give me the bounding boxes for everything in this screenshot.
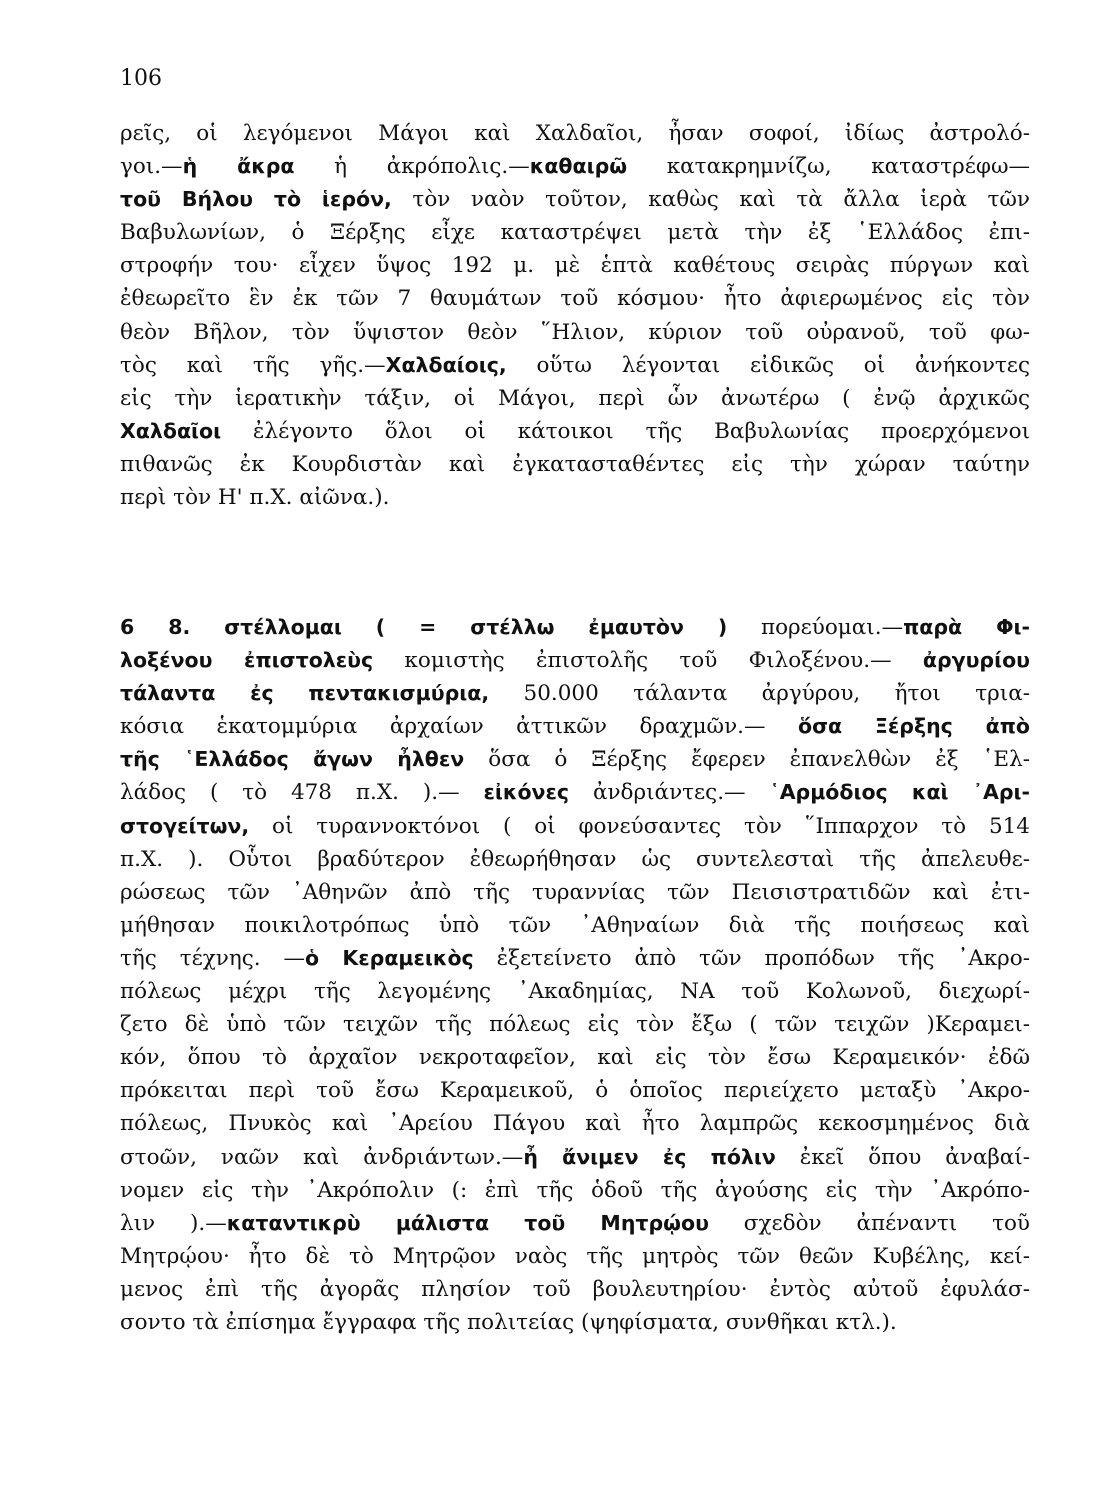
text-segment: εἰς τὴν ἱερατικὴν τάξιν, οἱ Μάγοι, περὶ ὧν ἀνωτέρω ( ἐνῷ ἀρχικῶς [120,385,1030,411]
text-line [120,710,1030,743]
text-line [120,810,1030,843]
bold-term: τοῦ Βήλου τὸ ἱερόν, [120,187,392,212]
text-line [120,644,1030,677]
text-line [120,1207,1030,1240]
text-segment: τὸν ναὸν τοῦτον, καθὼς καὶ τὰ ἄλλα ἱερὰ τῶν [391,187,1030,213]
text-segment: στροφήν του· εἶχεν ὕψος 192 μ. μὲ ἑπτὰ καθέτους σειρὰς πύργων καὶ [120,253,1030,279]
text-segment: κατακρημνίζω, καταστρέφω— [627,154,1030,180]
text-segment: Μητρῴου· ἦτο δὲ τὸ Μητρῷον ναὸς τῆς μητρὸς τῶν θεῶν Κυβέλης, κεί- [120,1243,1030,1269]
bold-term: στογείτων, [120,813,250,838]
text-segment: κόσια ἑκατομμύρια ἀρχαίων ἀττικῶν δραχμῶν.— [120,714,798,740]
text-line [120,1141,1030,1174]
bold-term: τῆς ῾Ελλάδος ἄγων ἦλθεν [120,747,465,772]
text-line [120,1107,1030,1140]
text-segment: οὕτω λέγονται εἰδικῶς οἱ ἀνήκοντες [506,352,1030,378]
text-line [120,249,1030,282]
text-line [120,909,1030,942]
bold-term: ἡ ἄκρα [182,154,295,179]
text-line [120,481,1030,514]
text-segment: στοῶν, ναῶν καὶ ἀνδριάντων.— [120,1144,524,1170]
text-segment: πορεύομαι.— [727,615,904,640]
text-line [120,677,1030,710]
text-segment: νομεν εἰς τὴν ᾿Ακρόπολιν (: ἐπὶ τῆς ὁδοῦ τῆς ἀγούσης εἰς τὴν ᾿Ακρόπο- [120,1177,1030,1203]
text-line [120,1174,1030,1207]
bold-term: ἦ ἄνιμεν ἐς πόλιν [523,1144,776,1169]
text-segment: ἐλέγοντο ὅλοι οἱ κάτοικοι τῆς Βαβυλωνίας προερχόμενοι [221,418,1030,444]
text-line [120,942,1030,975]
text-segment: σχεδὸν ἀπέναντι τοῦ [708,1210,1030,1236]
text-line [120,183,1030,216]
bold-term: λοξένου ἐπιστολεὺς [120,648,374,673]
text-segment: ζετο δὲ ὑπὸ τῶν τειχῶν τῆς πόλεως εἰς τὸν ἔξω ( τῶν τειχῶν )Κεραμει- [120,1012,1030,1038]
text-line [120,876,1030,909]
bold-term: Χαλδαίοις, [385,352,507,377]
text-line [120,1008,1030,1041]
bold-term: Χαλδαῖοι [120,418,222,443]
text-segment: θεὸν Βῆλον, τὸν ὕψιστον θεὸν ῞Ηλιον, κύριον τοῦ οὐρανοῦ, τοῦ φω- [120,319,1030,345]
text-line [120,1041,1030,1074]
text-segment: Βαβυλωνίων, ὁ Ξέρξης εἶχε καταστρέψει μετὰ τὴν ἐξ ῾Ελλάδος ἐπι- [120,220,1030,246]
text-segment: γοι.— [120,154,183,180]
bold-term: τάλαντα ἐς πεντακισμύρια, [120,681,490,706]
bold-term: ῾Αρμόδιος καὶ ᾿Αρι- [769,780,1030,805]
text-line [120,1074,1030,1107]
text-line [120,776,1030,809]
text-line [120,1273,1030,1306]
text-segment: λάδος ( τὸ 478 π.Χ. ).— [120,780,484,806]
text-line [120,843,1030,876]
text-segment: ὅσα ὁ Ξέρξης ἔφερεν ἐπανελθὼν ἐξ ῾Ελ- [464,747,1030,773]
text-line [120,349,1030,382]
text-line [120,282,1030,315]
text-segment: πόλεως μέχρι τῆς λεγομένης ᾿Ακαδημίας, ΝΑ τοῦ Κολωνοῦ, διεχωρί- [120,979,1030,1005]
bold-term: παρὰ Φι- [903,615,1030,639]
text-segment: τὸς καὶ τῆς γῆς.— [120,352,386,378]
text-segment: κομιστὴς ἐπιστολῆς τοῦ Φιλοξένου.— [373,648,923,674]
text-segment: πιθανῶς ἐκ Κουρδιστὰν καὶ ἐγκατασταθέντες εἰς τὴν χώραν ταύτην [120,451,1030,477]
text-line [120,415,1030,448]
text-segment: λιν ).— [120,1210,227,1236]
text-segment: οἱ τυραννοκτόνοι ( οἱ φονεύσαντες τὸν ῞Ιππαρχον τὸ 514 [249,813,1030,839]
text-line [120,1306,1030,1339]
page-number: 106 [120,66,162,91]
text-line [120,1240,1030,1273]
text-line [120,216,1030,249]
text-line [120,743,1030,776]
bold-term: ὁ Κεραμεικὸς [305,945,474,970]
text-line [120,382,1030,415]
text-line [120,975,1030,1008]
text-segment: ἐθεωρεῖτο ἓν ἐκ τῶν 7 θαυμάτων τοῦ κόσμου· ἦτο ἀφιερωμένος εἰς τὸν [120,286,1030,312]
bold-term: ἀργυρίου [922,648,1030,673]
text-segment: περὶ τὸν Η' π.Χ. αἰῶνα.). [120,485,390,511]
paragraph [120,117,1030,514]
text-segment: ἐκεῖ ὅπου ἀναβαί- [775,1144,1030,1170]
text-line [120,150,1030,183]
text-segment: ρεῖς, οἱ λεγόμενοι Μάγοι καὶ Χαλδαῖοι, ἦσαν σοφοί, ἰδίως ἀστρολό- [120,121,1030,146]
bold-term: καθαιρῶ [529,154,628,179]
text-segment: ἐξετείνετο ἀπὸ τῶν προπόδων τῆς ᾿Ακρο- [473,945,1030,971]
text-line [120,448,1030,481]
text-segment: σοντο τὰ ἐπίσημα ἔγγραφα τῆς πολιτείας (ψηφίσματα, συνθῆκαι κτλ.). [120,1309,897,1335]
text-segment: πόλεως, Πνυκὸς καὶ ᾿Αρείου Πάγου καὶ ἦτο λαμπρῶς κεκοσμημένος διὰ [120,1111,1030,1137]
text-segment: ἀνδριάντες.— [569,780,770,806]
text-line [120,611,1030,644]
text-segment: ρώσεως τῶν ᾿Αθηνῶν ἀπὸ τῆς τυραννίας τῶν Πεισιστρατιδῶν καὶ ἐτι- [120,879,1030,905]
text-segment: ἡ ἀκρόπολις.— [294,154,530,180]
text-segment: μενος ἐπὶ τῆς ἀγορᾶς πλησίον τοῦ βουλευτηρίου· ἐντὸς αὐτοῦ ἐφυλάσ- [120,1276,1030,1302]
text-segment: κόν, ὅπου τὸ ἀρχαῖον νεκροταφεῖον, καὶ εἰς τὸν ἔσω Κεραμεικόν· ἐδῶ [120,1045,1030,1071]
text-segment: 50.000 τάλαντα ἀργύρου, ἤτοι τρια- [489,681,1030,707]
bold-term: 6 8. στέλλομαι ( = στέλλω ἐμαυτὸν ) [120,615,728,639]
bold-term: εἰκόνες [483,780,570,805]
bold-term: καταντικρὺ μάλιστα τοῦ Μητρῴου [226,1210,709,1235]
text-segment: μήθησαν ποικιλοτρόπως ὑπὸ τῶν ᾿Αθηναίων διὰ τῆς ποιήσεως καὶ [120,912,1030,938]
paragraph [120,611,1030,1339]
bold-term: ὅσα Ξέρξης ἀπὸ [797,714,1030,739]
text-line [120,316,1030,349]
text-segment: πρόκειται περὶ τοῦ ἔσω Κεραμεικοῦ, ὁ ὁποῖος περιείχετο μεταξὺ ᾿Ακρο- [120,1078,1030,1104]
text-line [120,117,1030,150]
text-segment: τῆς τέχνης. — [120,945,306,971]
text-segment: π.Χ. ). Οὗτοι βραδύτερον ἐθεωρήθησαν ὡς συντελεσταὶ τῆς ἀπελευθε- [120,846,1030,872]
